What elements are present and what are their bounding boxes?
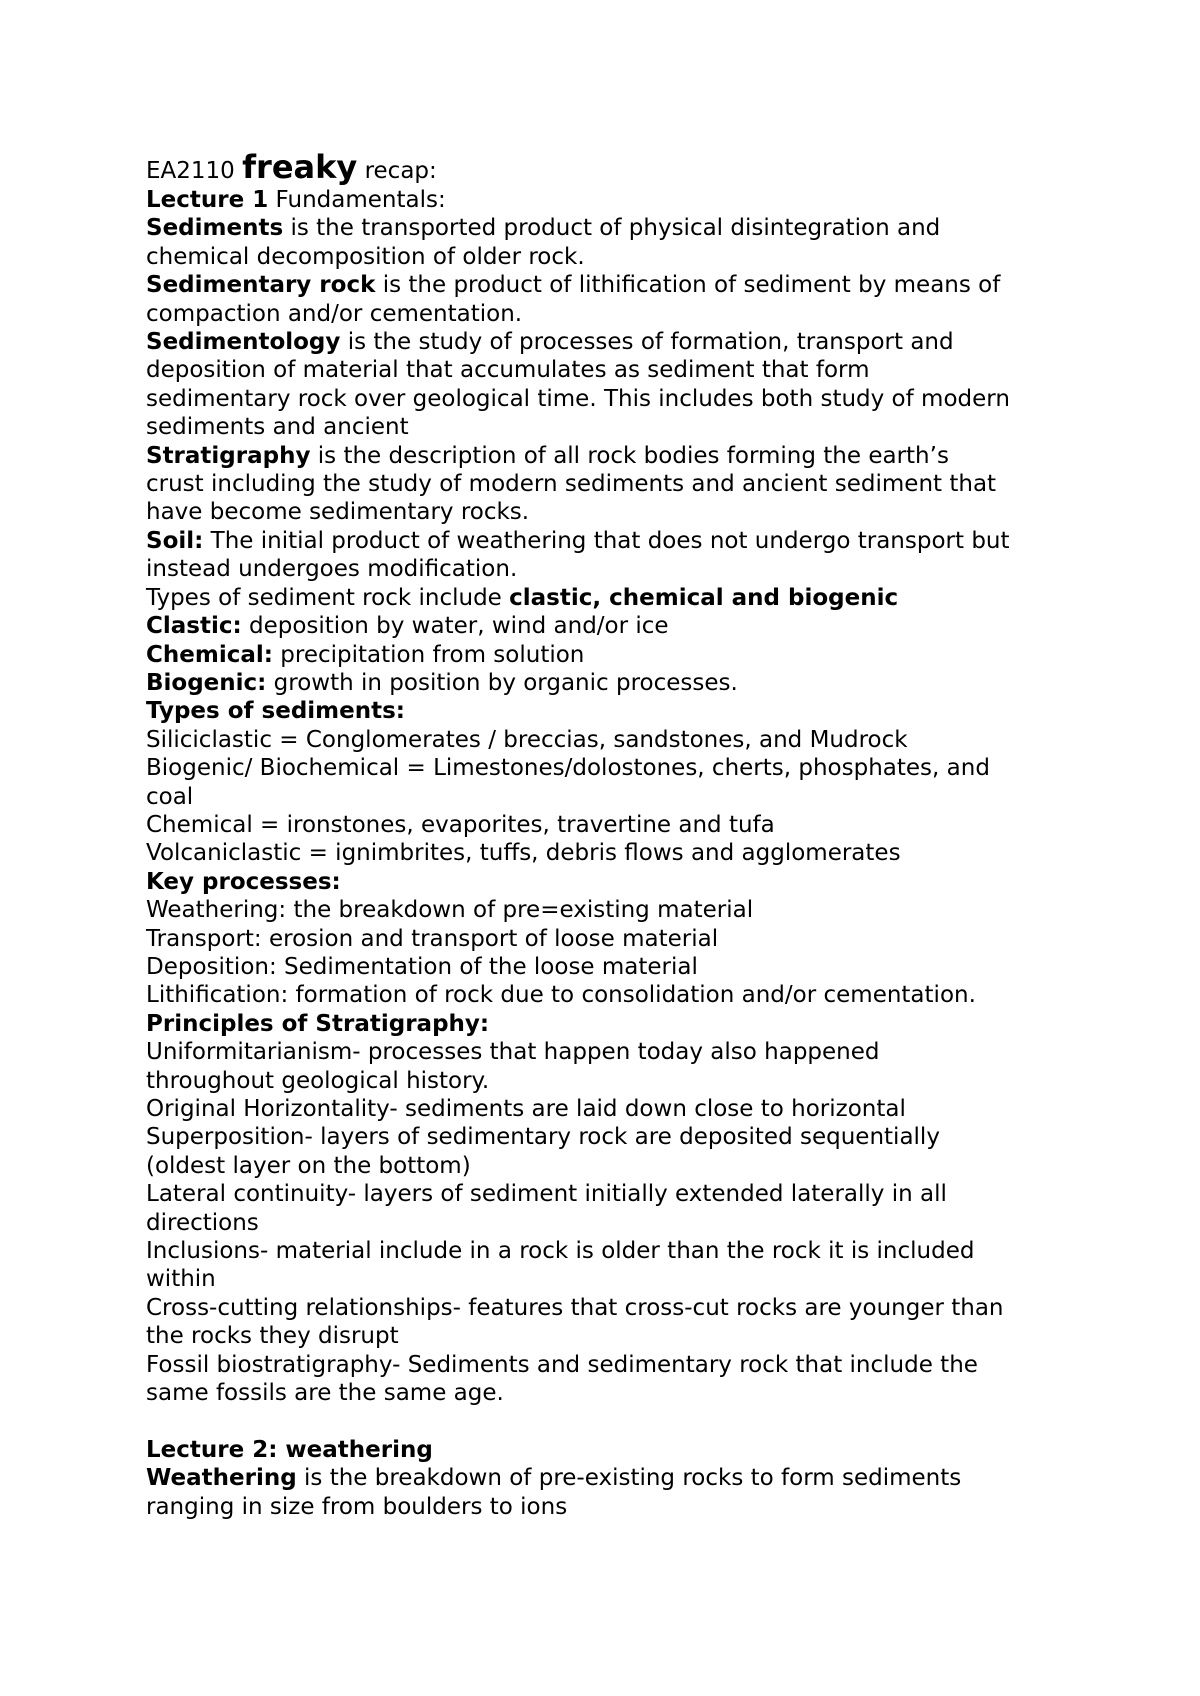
lecture1-heading-bold: Lecture 1 [146, 187, 269, 213]
list-item: Siliciclastic = Conglomerates / breccias, sandstones, and Mudrock [146, 726, 908, 753]
lecture1-heading [146, 186, 1086, 214]
term-weathering: Weathering [146, 1465, 297, 1492]
list-item: Deposition: Sedimentation of the loose material [146, 953, 698, 980]
list-item: Original Horizontality- sediments are laid down close to horizontal [146, 1096, 906, 1122]
definition-text: The initial product of weathering that does not undergo transport but [203, 527, 1010, 554]
definition-chemical [146, 641, 1086, 669]
list-item: throughout geological history. [146, 1067, 490, 1094]
term-sedimentary-rock: Sedimentary rock [146, 272, 376, 299]
list-item: Uniformitarianism- processes that happen today also happened [146, 1039, 880, 1066]
types-rock-lead: Types of sediment rock include [146, 584, 510, 611]
definition-sedimentary-rock [146, 271, 1086, 328]
definition-text: compaction and/or cementation. [146, 300, 523, 327]
definition-text: is the transported product of physical disintegration and [283, 215, 941, 242]
document-title [146, 148, 1086, 186]
title-suffix: recap: [357, 158, 437, 184]
term-soil: Soil: [146, 527, 204, 554]
definition-text: growth in position by organic processes. [266, 669, 738, 696]
title-prefix: EA2110 [146, 158, 243, 184]
list-item: the rocks they disrupt [146, 1323, 399, 1350]
list-item: Volcaniclastic = ignimbrites, tuffs, debris flows and agglomerates [146, 840, 901, 867]
document-page [146, 148, 1086, 1521]
types-of-sediment-rock [146, 584, 1086, 612]
types-of-sediments-heading: Types of sediments: [146, 698, 405, 725]
definition-text: instead undergoes modification. [146, 556, 518, 583]
title-emphasis: freaky [242, 148, 358, 186]
list-item: within [146, 1266, 216, 1293]
term-sedimentology: Sedimentology [146, 329, 341, 356]
definition-biogenic [146, 669, 1086, 697]
list-item: Weathering: the breakdown of pre=existing material [146, 897, 754, 924]
key-processes-heading: Key processes: [146, 868, 341, 895]
list-item: Lateral continuity- layers of sediment initially extended laterally in all [146, 1181, 947, 1208]
definition-text: chemical decomposition of older rock. [146, 243, 585, 270]
definition-text: precipitation from solution [272, 641, 585, 668]
definition-text: sediments and ancient [146, 414, 409, 441]
definition-text: have become sedimentary rocks. [146, 499, 530, 526]
paragraph-spacer [146, 1407, 1086, 1435]
term-stratigraphy: Stratigraphy [146, 442, 311, 469]
term-clastic: Clastic: [146, 613, 242, 640]
definition-weathering [146, 1464, 1086, 1521]
list-item: Cross-cutting relationships- features that cross-cut rocks are younger than [146, 1294, 1004, 1321]
principles-heading: Principles of Stratigraphy: [146, 1010, 490, 1037]
definition-text: is the description of all rock bodies forming the earth’s [310, 442, 949, 469]
key-processes-list [146, 896, 1086, 1010]
definition-text: is the study of processes of formation, transport and [340, 329, 954, 356]
lecture1-heading-rest: Fundamentals: [268, 187, 446, 213]
term-sediments: Sediments [146, 215, 284, 242]
definition-text: is the product of lithification of sediment by means of [375, 272, 1001, 299]
definition-sedimentology [146, 328, 1086, 442]
lecture2-heading: Lecture 2: weathering [146, 1436, 433, 1463]
list-item: Lithification: formation of rock due to consolidation and/or cementation. [146, 982, 976, 1009]
list-item: coal [146, 783, 194, 810]
definition-text: deposition by water, wind and/or ice [241, 613, 669, 640]
term-chemical: Chemical: [146, 641, 273, 668]
types-of-sediments-list [146, 726, 1086, 868]
definition-text: crust including the study of modern sediments and ancient sediment that [146, 471, 997, 498]
list-item: same fossils are the same age. [146, 1380, 504, 1407]
term-biogenic: Biogenic: [146, 669, 267, 696]
list-item: Chemical = ironstones, evaporites, travertine and tufa [146, 811, 775, 838]
definition-text: ranging in size from boulders to ions [146, 1493, 568, 1520]
definition-text: sedimentary rock over geological time. This includes both study of modern [146, 385, 1010, 412]
definition-stratigraphy [146, 442, 1086, 527]
types-rock-bold: clastic, chemical and biogenic [509, 584, 899, 611]
list-item: Inclusions- material include in a rock is older than the rock it is included [146, 1238, 975, 1265]
definition-text: is the breakdown of pre-existing rocks to form sediments [296, 1465, 962, 1492]
list-item: Biogenic/ Biochemical = Limestones/dolostones, cherts, phosphates, and [146, 755, 990, 782]
list-item: Transport: erosion and transport of loose material [146, 925, 719, 952]
list-item: directions [146, 1209, 259, 1236]
definition-clastic [146, 612, 1086, 640]
list-item: Superposition- layers of sedimentary rock are deposited sequentially [146, 1124, 940, 1151]
definition-sediments [146, 214, 1086, 271]
list-item: (oldest layer on the bottom) [146, 1152, 471, 1179]
principles-list [146, 1038, 1086, 1407]
definition-text: deposition of material that accumulates as sediment that form [146, 357, 870, 384]
list-item: Fossil biostratigraphy- Sediments and sedimentary rock that include the [146, 1351, 978, 1378]
definition-soil [146, 527, 1086, 584]
